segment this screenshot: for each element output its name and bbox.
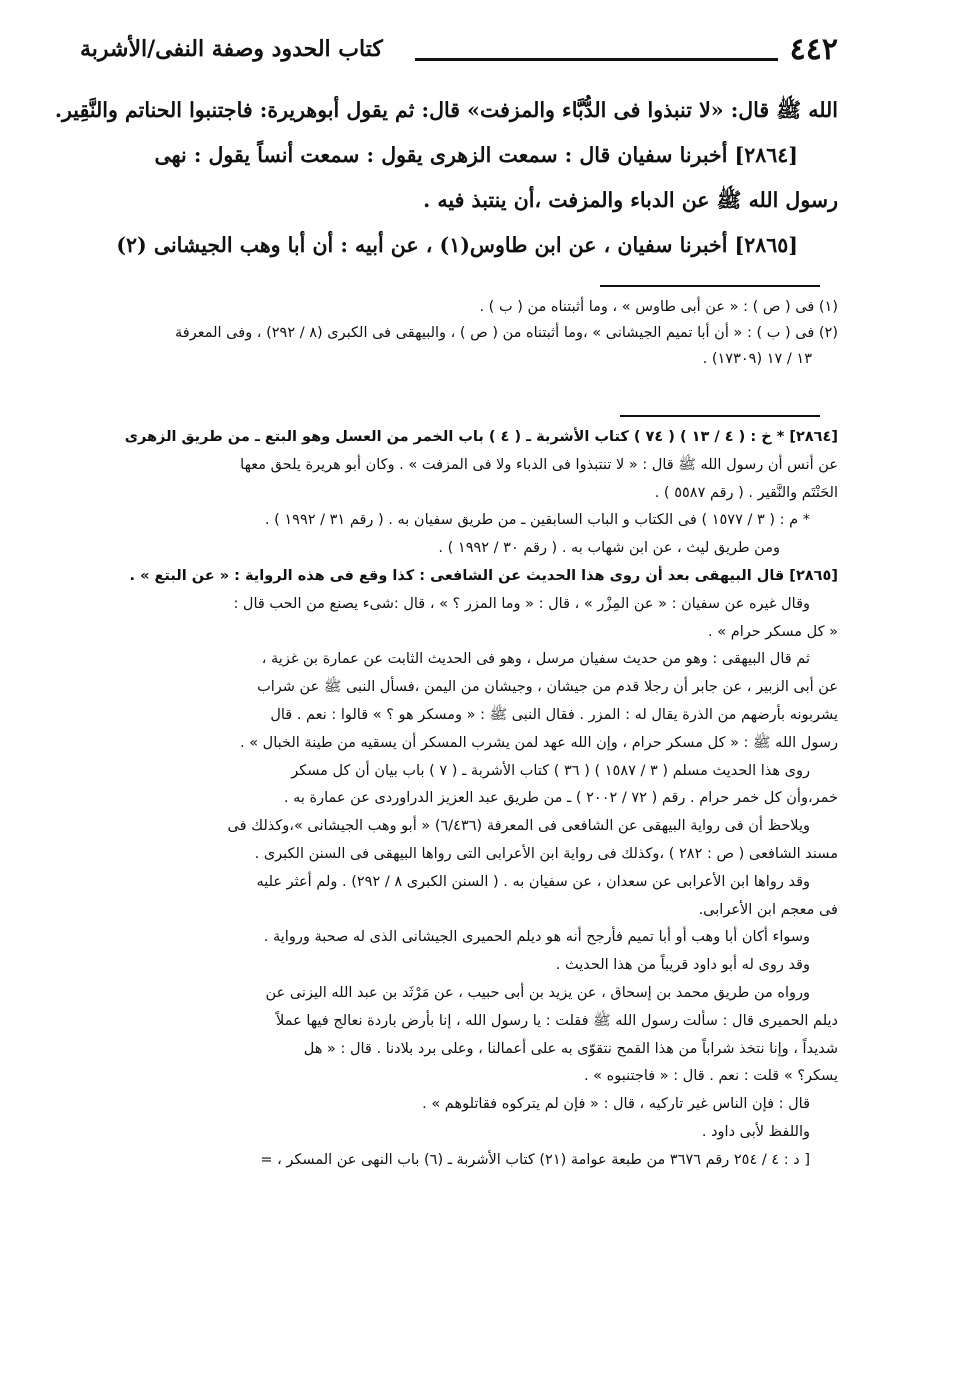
commentary-line: * م : ( ٣ / ١٥٧٧ ) فى الكتاب و الباب السابقين ـ من طريق سفيان به . ( رقم ٣١ / ١٩٩٢ ) . [264, 512, 810, 529]
book-title: كتاب الحدود وصفة النفى/الأشربة [80, 36, 383, 62]
footnote-line: (١) فى ( ص ) : « عن أبى طاوس » ، وما أثبتناه من ( ب ) . [479, 299, 838, 315]
footnotes [80, 294, 838, 372]
commentary-line: ديلم الحميرى قال : سألت رسول الله ﷺ فقلت : يا رسول الله ، إنا بأرض باردة نعالج فيها عملاً [276, 1012, 838, 1029]
hadith-text [54, 88, 838, 268]
hadith-line: [٢٨٦٤] أخبرنا سفيان قال : سمعت الزهرى يقول : سمعت أنساً يقول : نهى [154, 143, 798, 167]
commentary-line: وقد رواها ابن الأعرابى عن سعدان ، عن سفيان به . ( السنن الكبرى ٨ / ٢٩٢) . ولم أعثر عليه [256, 873, 810, 890]
commentary-line: [ د : ٤ / ٢٥٤ رقم ٣٦٧٦ من طبعة عوامة (٢١) كتاب الأشربة ـ (٦) باب النهى عن المسكر ، = [260, 1151, 810, 1168]
commentary-line: فى معجم ابن الأعرابى. [698, 901, 838, 918]
footnote-line: ١٣ / ١٧ (١٧٣٠٩) . [702, 351, 812, 367]
commentary-separator [620, 415, 820, 417]
commentary-line: قال : فإن الناس غير تاركيه ، قال : « فإن لم يتركوه فقاتلوهم » . [422, 1096, 810, 1113]
commentary-line: واللفظ لأبى داود . [701, 1123, 810, 1140]
commentary-line: يسكر؟ » قلت : نعم . قال : « فاجتنبوه » . [583, 1068, 838, 1085]
commentary-line: خمر،وأن كل خمر حرام . رقم ( ٧٢ / ٢٠٠٢ ) ـ من طريق عبد العزيز الدراوردى عن عمارة به . [283, 790, 838, 807]
hadith-line: رسول الله ﷺ عن الدباء والمزفت ،أن ينتبذ فيه . [423, 188, 838, 212]
commentary-line: شديداً ، وإنا نتخذ شراباً من هذا القمح نتقوّى به على أعمالنا ، وعلى برد بلادنا . قال : « هل [303, 1040, 838, 1057]
commentary-line: الحَنْتَم والنَّقير . ( رقم ٥٥٨٧ ) . [654, 484, 838, 501]
commentary-line: ثم قال البيهقى : وهو من حديث سفيان مرسل ، وهو فى الحديث الثابت عن عمارة بن غزية ، [261, 651, 810, 668]
header-rule [415, 58, 778, 61]
footnote-separator [600, 285, 820, 287]
commentary-line: عن أبى الزبير ، عن جابر أن رجلا قدم من جيشان ، وجيشان من اليمن ،فسأل النبى ﷺ عن شراب [257, 679, 838, 696]
commentary-line: وقد روى له أبو داود قريباً من هذا الحديث . [555, 957, 810, 974]
commentary-line: ويلاحظ أن فى رواية البيهقى عن الشافعى فى المعرفة (٦/٤٣٦) « أبو وهب الجيشانى »،وكذلك فى [227, 818, 810, 835]
commentary-line: « كل مسكر حرام » . [708, 623, 838, 640]
commentary-line: عن أنس أن رسول الله ﷺ قال : « لا تنتبذوا فى الدباء ولا فى المزفت » . وكان أبو هريرة يلحق معها [240, 456, 838, 473]
hadith-line: [٢٨٦٥] أخبرنا سفيان ، عن ابن طاوس(١) ، عن أبيه : أن أبا وهب الجيشانى (٢) [116, 233, 798, 257]
page-number: ٤٤٢ [789, 32, 838, 67]
hadith-line: الله ﷺ قال: «لا تنبذوا فى الدُّبَّاء والمزفت» قال: ثم يقول أبوهريرة: فاجتنبوا الحناتم والنَّقِير. [54, 98, 838, 122]
commentary-line: رسول الله ﷺ : « كل مسكر حرام ، وإن الله عهد لمن يشرب المسكر أن يسقيه من طينة الخبال » . [239, 734, 838, 751]
commentary-line: ورواه من طريق محمد بن إسحاق ، عن يزيد بن أبى حبيب ، عن مَرْثَد بن عبد الله اليزنى عن [265, 984, 810, 1001]
page-header [80, 32, 838, 72]
commentary-line: مسند الشافعى ( ص : ٢٨٢ ) ،وكذلك فى رواية ابن الأعرابى التى رواها البيهقى فى السنن الكبرى . [254, 845, 838, 862]
commentary [80, 424, 838, 1175]
commentary-line: ومن طريق ليث ، عن ابن شهاب به . ( رقم ٣٠ / ١٩٩٢ ) . [438, 540, 780, 557]
commentary-line: وقال غيره عن سفيان : « عن المِزْر » ، قال : « وما المزر ؟ » ، قال :شىء يصنع من الحب قال : [233, 595, 810, 612]
commentary-line: وسواء أكان أبا وهب أو أبا تميم فأرجح أنه هو ديلم الحميرى الجيشانى الذى له صحبة ورواية . [263, 929, 810, 946]
commentary-line: روى هذا الحديث مسلم ( ٣ / ١٥٨٧ ) ( ٣٦ ) كتاب الأشربة ـ ( ٧ ) باب بيان أن كل مسكر [291, 762, 810, 779]
commentary-line: يشربونه بأرضهم من الذرة يقال له : المزر . فقال النبى ﷺ : « ومسكر هو ؟ » قالوا : نعم . قال [270, 706, 838, 723]
footnote-line: (٢) فى ( ب ) : « أن أبا تميم الجيشانى » ،وما أثبتناه من ( ص ) ، والبيهقى فى الكبرى (٨ / ٢٩٢) ، وفى المعرفة [175, 325, 838, 341]
commentary-line: [٢٨٦٥] قال البيهقى بعد أن روى هذا الحديث عن الشافعى : كذا وقع فى هذه الرواية : « عن البتع » . [129, 567, 838, 584]
commentary-line: [٢٨٦٤] * خ : ( ٤ / ١٣ ) ( ٧٤ ) كتاب الأشربة ـ ( ٤ ) باب الخمر من العسل وهو البتع ـ من طريق الزهرى [124, 429, 838, 445]
